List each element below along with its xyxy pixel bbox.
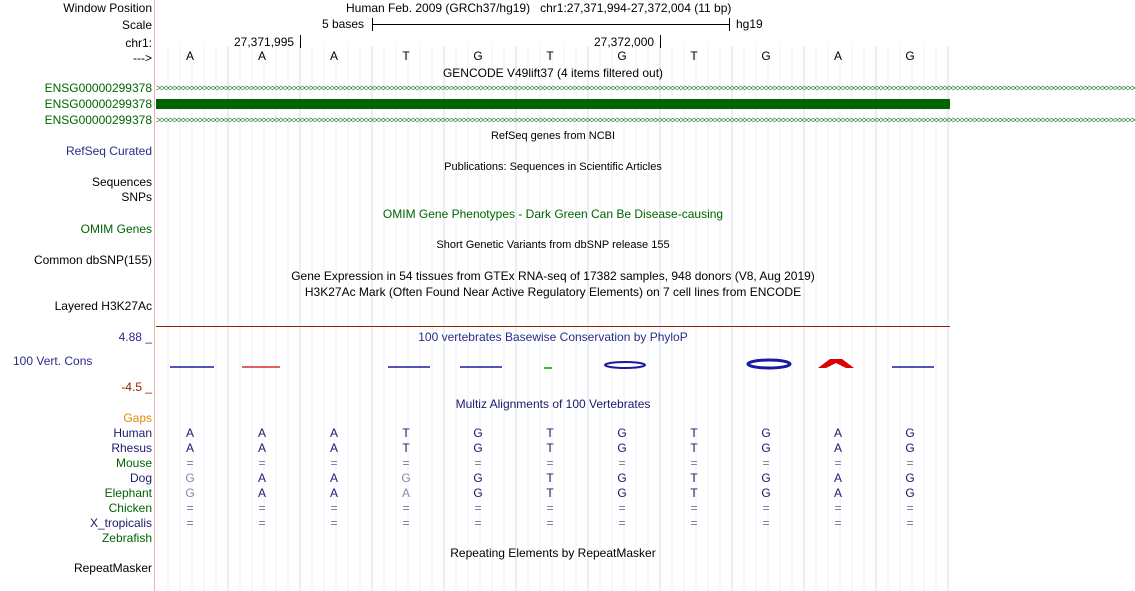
- species-base: G: [617, 426, 627, 440]
- gencode-item-2-label[interactable]: ENSG00000299378: [44, 97, 152, 111]
- species-base: T: [690, 426, 698, 440]
- species-base: T: [690, 471, 698, 485]
- species-base: A: [833, 471, 842, 485]
- phylop-logo-graph[interactable]: [156, 355, 950, 371]
- species-base: =: [258, 516, 266, 530]
- base-letter: T: [690, 49, 698, 63]
- species-base: T: [690, 441, 698, 455]
- species-label[interactable]: Rhesus: [111, 441, 152, 455]
- gaps-label[interactable]: Gaps: [123, 411, 152, 425]
- species-label[interactable]: Mouse: [115, 456, 152, 470]
- species-base: G: [761, 471, 771, 485]
- h3k27ac-signal-line: [156, 326, 950, 327]
- species-base: G: [905, 471, 915, 485]
- base-letter: T: [402, 49, 410, 63]
- omim-genes-label[interactable]: OMIM Genes: [80, 222, 152, 236]
- species-base: =: [618, 501, 626, 515]
- species-base: =: [906, 456, 914, 470]
- species-base: =: [834, 501, 842, 515]
- species-label[interactable]: Chicken: [108, 501, 152, 515]
- species-base: =: [330, 501, 338, 515]
- species-base: A: [329, 426, 338, 440]
- species-label[interactable]: Zebrafish: [101, 531, 152, 545]
- species-base: =: [474, 456, 482, 470]
- strand-arrow-label: --->: [133, 51, 152, 65]
- species-base: =: [330, 456, 338, 470]
- species-base: =: [186, 456, 194, 470]
- species-base: =: [546, 516, 554, 530]
- gencode-item-2-feature[interactable]: [156, 99, 950, 109]
- species-base: T: [546, 486, 554, 500]
- species-base: G: [617, 486, 627, 500]
- sidebar-divider: [154, 0, 155, 591]
- base-letter: A: [833, 49, 842, 63]
- species-base: =: [402, 456, 410, 470]
- species-base: =: [546, 501, 554, 515]
- chrom-label: chr1:: [125, 36, 152, 50]
- refseq-curated-label[interactable]: RefSeq Curated: [65, 144, 152, 158]
- species-base: =: [258, 456, 266, 470]
- phylop-min-label: -4.5 _: [121, 380, 152, 394]
- gtex-track-title[interactable]: Gene Expression in 54 tissues from GTEx RNA-seq of 17382 samples, 948 donors (V8, Aug 2019): [291, 269, 815, 283]
- species-base: G: [401, 471, 411, 485]
- species-base: =: [330, 516, 338, 530]
- species-base: G: [761, 426, 771, 440]
- species-base: T: [546, 426, 554, 440]
- species-base: =: [690, 501, 698, 515]
- species-base: A: [833, 441, 842, 455]
- species-base: A: [257, 426, 266, 440]
- gencode-item-3-label[interactable]: ENSG00000299378: [44, 113, 152, 127]
- species-base: G: [761, 486, 771, 500]
- species-base: =: [546, 456, 554, 470]
- species-base: G: [185, 471, 195, 485]
- base-letter: G: [905, 49, 915, 63]
- species-base: =: [618, 516, 626, 530]
- species-base: =: [186, 501, 194, 515]
- scale-bar-left-tick: [372, 18, 373, 31]
- base-letter: G: [617, 49, 627, 63]
- window-position-value: Human Feb. 2009 (GRCh37/hg19) chr1:27,371,994-27,372,004 (11 bp): [346, 1, 732, 15]
- gencode-item-3-feature[interactable]: >>>>>>>>>>>>>>>>>>>>>>>>>>>>>>>>>>>>>>>>>>>>>>>>>>>>>>>>>>>>>>>>>>>>>>>>>>>>>>>>>>>>>>>>>>>>>>>>>>>>>>>>>>>>>>>>>>>>>>>>>>>>>>>>>>>>>>>>>>>>>>>>>>>>>>>>>>>>>>>>>>>>>>>>>>>>>>>>>>>>>>>>>>>>>>>>>>>>>>>>>>>>>>>>>>>>>>>>>>>>>>>>>>>>>>: [156, 115, 1135, 125]
- species-label[interactable]: Dog: [129, 471, 152, 485]
- base-letter: T: [546, 49, 554, 63]
- dbsnp-track-title[interactable]: Short Genetic Variants from dbSNP release 155: [436, 239, 670, 251]
- phylop-max-label: 4.88 _: [118, 330, 152, 344]
- species-base: =: [402, 516, 410, 530]
- common-dbsnp-label[interactable]: Common dbSNP(155): [33, 253, 152, 267]
- species-base: T: [402, 441, 410, 455]
- species-base: A: [833, 426, 842, 440]
- refseq-track-title[interactable]: RefSeq genes from NCBI: [490, 130, 616, 142]
- species-label[interactable]: Human: [113, 426, 152, 440]
- species-base: T: [546, 471, 554, 485]
- species-base: G: [905, 426, 915, 440]
- scale-bar-right-tick: [729, 18, 730, 31]
- species-base: T: [690, 486, 698, 500]
- species-base: G: [473, 426, 483, 440]
- gencode-item-1-label[interactable]: ENSG00000299378: [44, 81, 152, 95]
- multiz-track-title[interactable]: Multiz Alignments of 100 Vertebrates: [455, 397, 651, 411]
- base-letter: G: [761, 49, 771, 63]
- species-base: G: [473, 441, 483, 455]
- coord-right: 27,372,000: [594, 35, 655, 49]
- layered-h3k27ac-label[interactable]: Layered H3K27Ac: [54, 299, 152, 313]
- species-base: A: [185, 426, 194, 440]
- species-base: =: [474, 501, 482, 515]
- species-base: G: [473, 486, 483, 500]
- coord-right-tick: [660, 35, 661, 48]
- species-base: G: [761, 441, 771, 455]
- scale-assembly: hg19: [736, 17, 763, 31]
- species-base: =: [690, 516, 698, 530]
- species-base: =: [258, 501, 266, 515]
- species-base: A: [329, 471, 338, 485]
- species-base: G: [905, 441, 915, 455]
- species-base: G: [185, 486, 195, 500]
- scale-bar: [372, 24, 730, 25]
- species-base: =: [906, 501, 914, 515]
- snps-label[interactable]: SNPs: [121, 190, 152, 204]
- base-letter: A: [257, 49, 266, 63]
- repeatmasker-track-title[interactable]: Repeating Elements by RepeatMasker: [450, 546, 656, 560]
- species-base: A: [257, 441, 266, 455]
- species-base: =: [690, 456, 698, 470]
- species-base: =: [402, 501, 410, 515]
- species-base: A: [833, 486, 842, 500]
- species-base: A: [257, 471, 266, 485]
- species-base: =: [834, 516, 842, 530]
- species-base: G: [617, 471, 627, 485]
- species-base: A: [329, 441, 338, 455]
- gencode-item-1-feature[interactable]: >>>>>>>>>>>>>>>>>>>>>>>>>>>>>>>>>>>>>>>>>>>>>>>>>>>>>>>>>>>>>>>>>>>>>>>>>>>>>>>>>>>>>>>>>>>>>>>>>>>>>>>>>>>>>>>>>>>>>>>>>>>>>>>>>>>>>>>>>>>>>>>>>>>>>>>>>>>>>>>>>>>>>>>>>>>>>>>>>>>>>>>>>>>>>>>>>>>>>>>>>>>>>>>>>>>>>>>>>>>>>>>>>>>>>>: [156, 83, 1135, 93]
- h3k27ac-track-title[interactable]: H3K27Ac Mark (Often Found Near Active Regulatory Elements) on 7 cell lines from ENCODE: [304, 285, 802, 299]
- species-base: A: [329, 486, 338, 500]
- species-base: G: [473, 471, 483, 485]
- species-base: =: [906, 516, 914, 530]
- species-base: =: [474, 516, 482, 530]
- coord-left-tick: [300, 35, 301, 48]
- base-letter: G: [473, 49, 483, 63]
- species-base: A: [185, 441, 194, 455]
- species-base: T: [402, 426, 410, 440]
- phylop-mark-7: [605, 362, 645, 368]
- species-base: =: [762, 456, 770, 470]
- species-base: G: [617, 441, 627, 455]
- phylop-mark-10: [818, 359, 854, 368]
- omim-track-title[interactable]: OMIM Gene Phenotypes - Dark Green Can Be Disease-causing: [382, 207, 724, 221]
- species-base: =: [834, 456, 842, 470]
- species-base: A: [257, 486, 266, 500]
- phylop-track-title[interactable]: 100 vertebrates Basewise Conservation by PhyloP: [418, 330, 688, 344]
- species-base: A: [401, 486, 410, 500]
- window-position-label: Window Position: [63, 1, 152, 15]
- vert-cons-label[interactable]: 100 Vert. Cons: [13, 354, 93, 368]
- scale-label: Scale: [121, 18, 152, 32]
- species-base: =: [762, 501, 770, 515]
- species-base: =: [762, 516, 770, 530]
- species-base: T: [546, 441, 554, 455]
- phylop-mark-9: [748, 360, 790, 368]
- gencode-track-title[interactable]: GENCODE V49lift37 (4 items filtered out): [442, 66, 664, 80]
- species-label[interactable]: Elephant: [104, 486, 152, 500]
- species-label[interactable]: X_tropicalis: [89, 516, 152, 530]
- coord-left: 27,371,995: [234, 35, 295, 49]
- species-base: =: [618, 456, 626, 470]
- sequences-label[interactable]: Sequences: [91, 175, 152, 189]
- species-base: =: [186, 516, 194, 530]
- repeatmasker-label[interactable]: RepeatMasker: [73, 561, 152, 575]
- base-letter: A: [329, 49, 338, 63]
- scale-text: 5 bases: [322, 17, 365, 31]
- publications-track-title[interactable]: Publications: Sequences in Scientific Articles: [444, 161, 662, 173]
- base-letter: A: [185, 49, 194, 63]
- species-base: G: [905, 486, 915, 500]
